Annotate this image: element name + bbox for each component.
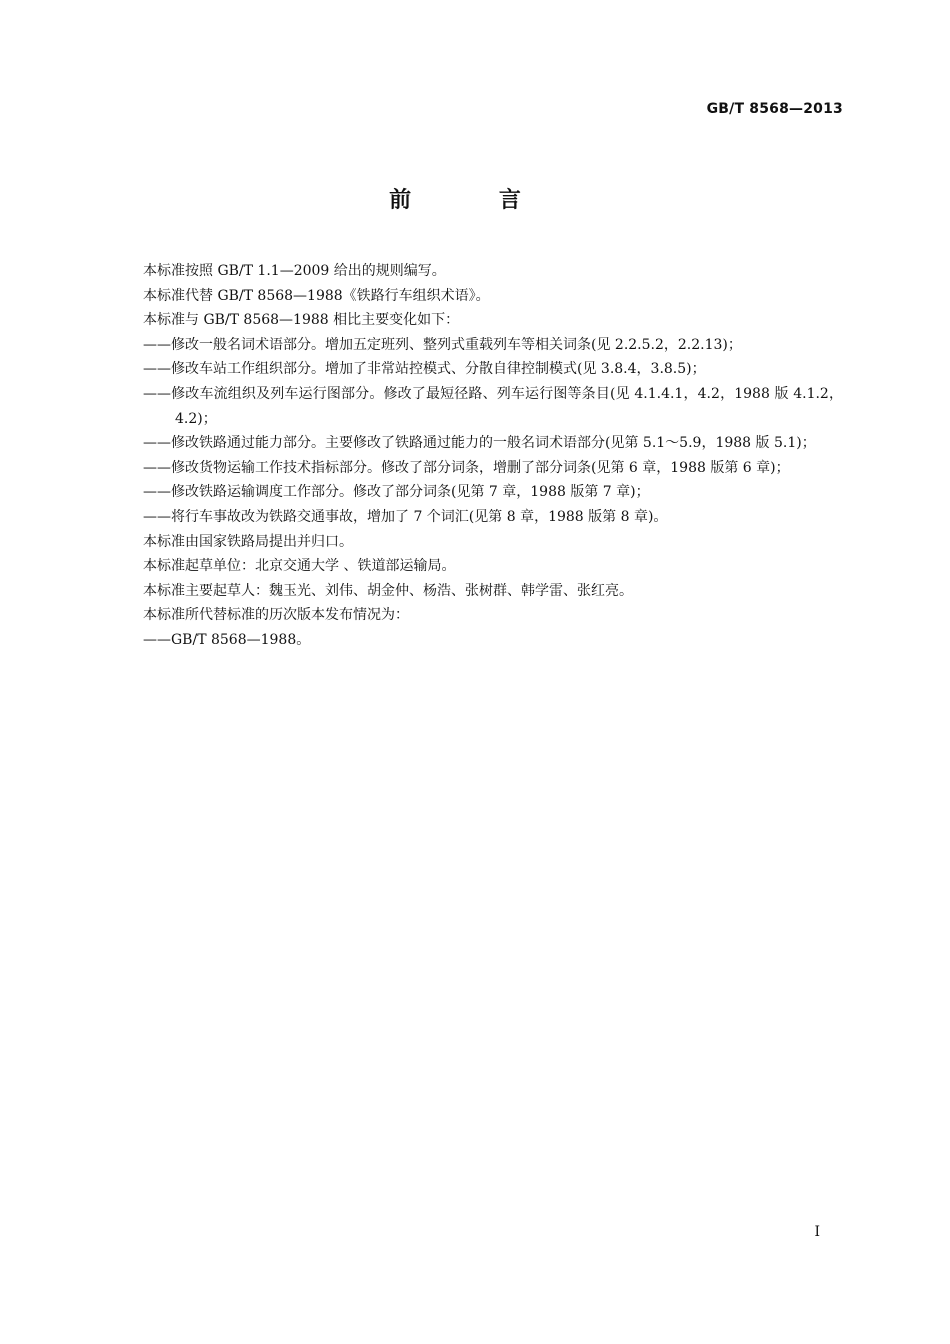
change-item: ——修改货物运输工作技术指标部分。修改了部分词条，增删了部分词条(见第 6 章，1988 版第 6 章)；	[143, 459, 790, 476]
change-item: ——修改车流组织及列车运行图部分。修改了最短径路、列车运行图等条目(见 4.1.4.1，4.2，1988 版 4.1.2，4.2)；	[143, 385, 843, 427]
paragraph-proposer: 本标准由国家铁路局提出并归口。	[143, 533, 353, 550]
change-item: ——修改铁路通过能力部分。主要修改了铁路通过能力的一般名词术语部分(见第 5.1～5.9，1988 版 5.1)；	[143, 435, 816, 452]
change-item: ——修改一般名词术语部分。增加五定班列、整列式重载列车等相关词条(见 2.2.5.2，2.2.13)；	[143, 336, 742, 353]
paragraph-drafters: 本标准主要起草人：魏玉光、刘伟、胡金仲、杨浩、张树群、韩学雷、张红亮。	[143, 582, 633, 599]
standard-code: GB/T 8568—2013	[706, 101, 843, 117]
paragraph-previous-editions: 本标准所代替标准的历次版本发布情况为：	[143, 607, 409, 624]
document-body	[143, 259, 843, 653]
paragraph-changes-intro: 本标准与 GB/T 8568—1988 相比主要变化如下：	[143, 312, 460, 329]
paragraph-drafting-rules: 本标准按照 GB/T 1.1—2009 给出的规则编写。	[143, 263, 446, 279]
change-item: ——修改车站工作组织部分。增加了非常站控模式、分散自律控制模式(见 3.8.4，3.8.5)；	[143, 361, 706, 378]
change-item: ——修改铁路运输调度工作部分。修改了部分词条(见第 7 章，1988 版第 7 章)；	[143, 484, 650, 501]
paragraph-drafting-units: 本标准起草单位：北京交通大学 、铁道部运输局。	[143, 558, 456, 575]
previous-edition-item: ——GB/T 8568—1988。	[143, 631, 311, 648]
page-title: 前 言	[389, 188, 561, 213]
change-item: ——将行车事故改为铁路交通事故，增加了 7 个词汇(见第 8 章，1988 版第 8 章)。	[143, 508, 668, 525]
page-number: I	[814, 1224, 820, 1240]
paragraph-replaces: 本标准代替 GB/T 8568—1988《铁路行车组织术语》。	[143, 287, 490, 304]
